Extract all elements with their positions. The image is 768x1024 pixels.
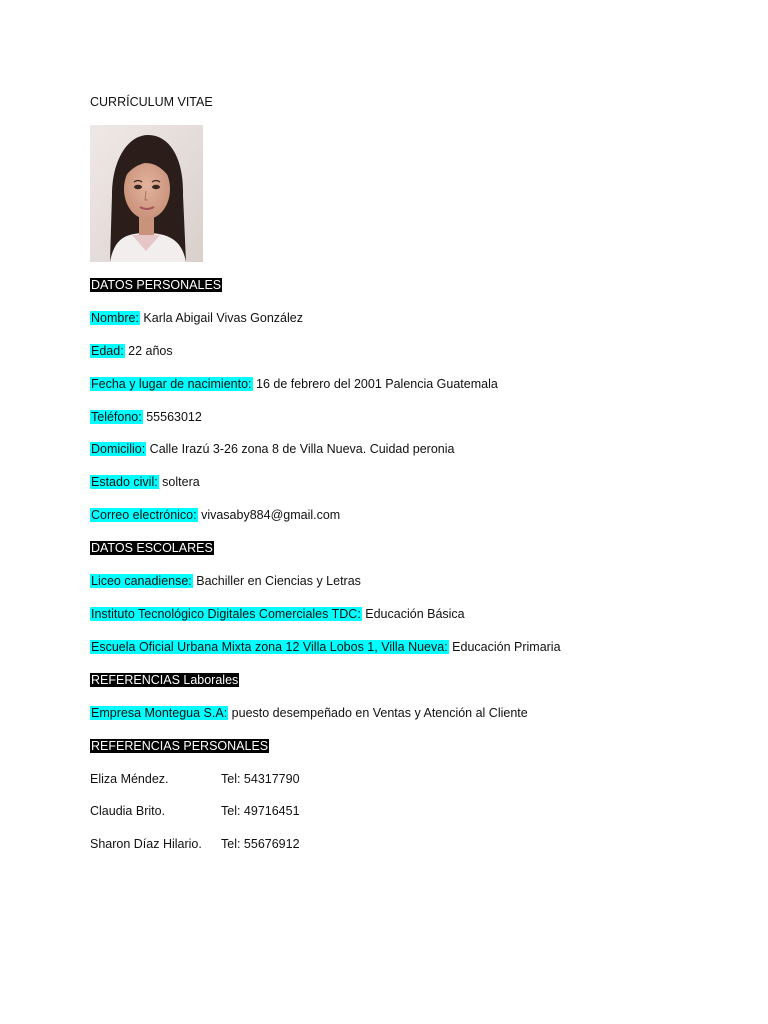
field-label: Edad: xyxy=(91,344,124,358)
field-nombre xyxy=(90,310,303,326)
document-title: CURRÍCULUM VITAE xyxy=(90,95,213,109)
school-name: Instituto Tecnológico Digitales Comerciales TDC: xyxy=(91,607,361,621)
school-entry xyxy=(90,606,465,622)
portrait-photo xyxy=(90,125,203,262)
field-value: 55563012 xyxy=(142,410,202,424)
field-telefono xyxy=(90,409,202,425)
reference-phone: Tel: 55676912 xyxy=(221,837,300,851)
school-entry xyxy=(90,639,561,655)
school-level: Educación Primaria xyxy=(448,640,561,654)
section-heading-referencias-laborales xyxy=(90,672,239,688)
field-label: Estado civil: xyxy=(91,475,158,489)
field-value: Calle Irazú 3-26 zona 8 de Villa Nueva. Cuidad peronia xyxy=(146,442,455,456)
field-edad xyxy=(90,343,173,359)
field-value: Karla Abigail Vivas González xyxy=(139,311,303,325)
reference-phone: Tel: 49716451 xyxy=(221,804,300,818)
reference-name: Sharon Díaz Hilario. xyxy=(90,837,202,851)
field-label: Fecha y lugar de nacimiento: xyxy=(91,377,252,391)
heading-text: DATOS PERSONALES xyxy=(91,278,222,292)
reference-name: Eliza Méndez. xyxy=(90,772,169,786)
field-estado-civil xyxy=(90,474,200,490)
heading-text: REFERENCIAS PERSONALES xyxy=(91,739,269,753)
section-heading-datos-personales xyxy=(90,277,222,293)
field-value: soltera xyxy=(158,475,200,489)
field-value: 16 de febrero del 2001 Palencia Guatemala xyxy=(252,377,498,391)
field-label: Correo electrónico: xyxy=(91,508,197,522)
field-fecha-lugar-nacimiento xyxy=(90,376,498,392)
personal-reference xyxy=(90,771,300,787)
field-value: 22 años xyxy=(124,344,173,358)
field-label: Domicilio: xyxy=(91,442,146,456)
heading-text: REFERENCIAS Laborales xyxy=(91,673,239,687)
heading-text: DATOS ESCOLARES xyxy=(91,541,213,555)
school-entry xyxy=(90,573,361,589)
school-level: Educación Básica xyxy=(361,607,465,621)
work-reference xyxy=(90,705,528,721)
reference-name: Claudia Brito. xyxy=(90,804,166,818)
job-description: puesto desempeñado en Ventas y Atención al Cliente xyxy=(228,706,528,720)
field-domicilio xyxy=(90,441,454,457)
field-value: vivasaby884@gmail.com xyxy=(197,508,341,522)
field-label: Nombre: xyxy=(91,311,139,325)
company-name: Empresa Montegua S.A: xyxy=(91,706,228,720)
personal-reference xyxy=(90,803,300,819)
field-correo-electronico xyxy=(90,507,340,523)
school-level: Bachiller en Ciencias y Letras xyxy=(192,574,361,588)
field-label: Teléfono: xyxy=(91,410,142,424)
school-name: Liceo canadiense: xyxy=(91,574,192,588)
personal-reference xyxy=(90,836,300,852)
section-heading-datos-escolares xyxy=(90,540,214,556)
reference-phone: Tel: 54317790 xyxy=(221,772,300,786)
section-heading-referencias-personales xyxy=(90,738,269,754)
school-name: Escuela Oficial Urbana Mixta zona 12 Villa Lobos 1, Villa Nueva: xyxy=(91,640,448,654)
